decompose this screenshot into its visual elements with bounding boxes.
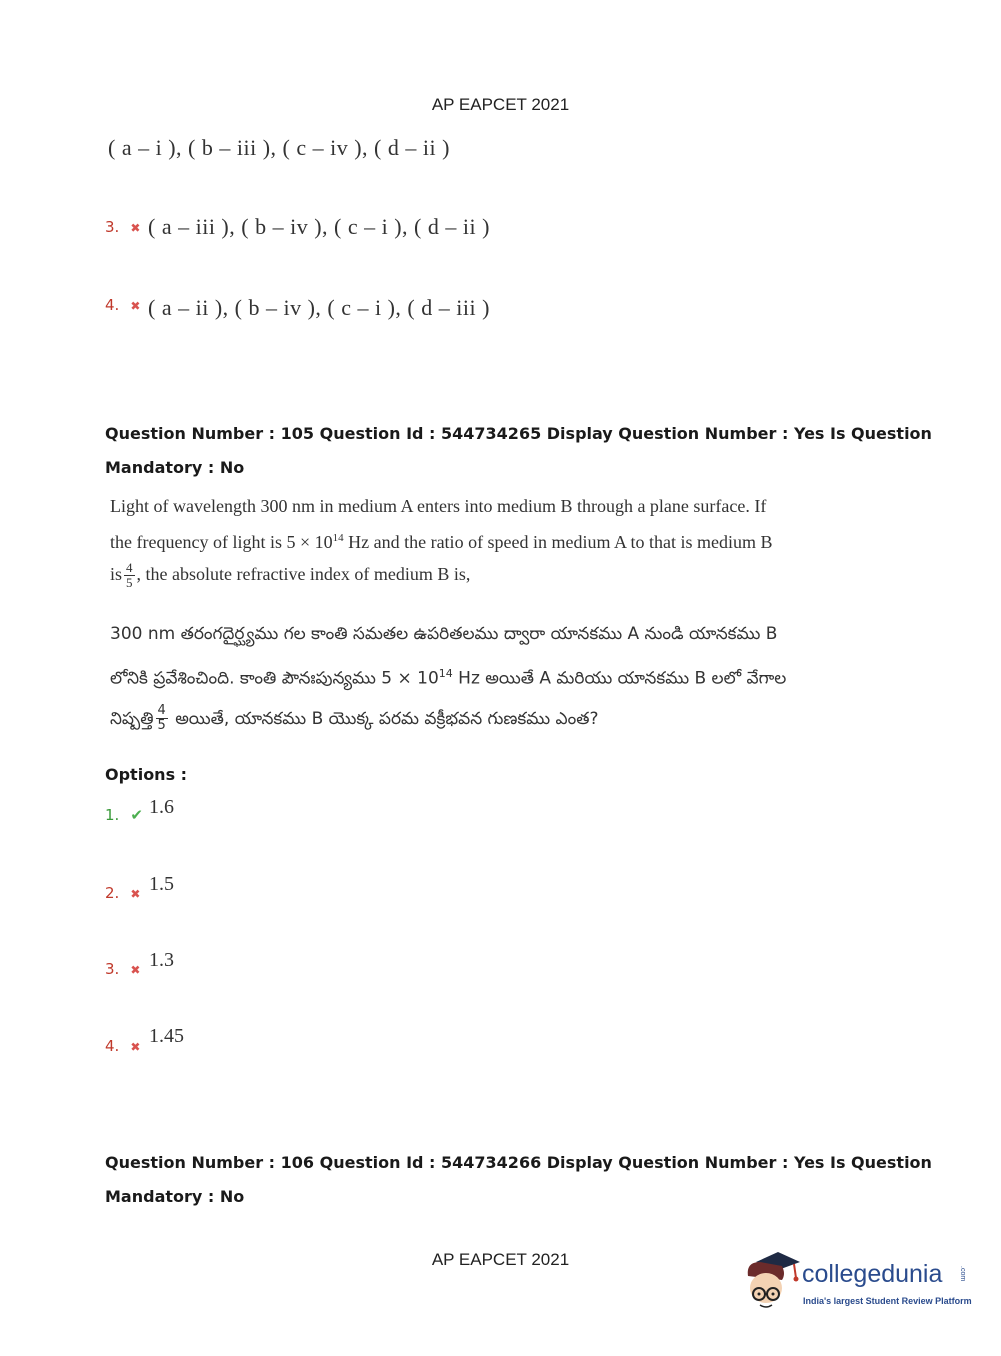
option-text: ( a – iii ), ( b – iv ), ( c – i ), ( d – ii ) <box>148 214 490 239</box>
telugu-line-3: నిష్పత్తి $\frac{4}{5}$ అయితే, యానకము B యొక్క పరమ వక్రీభవన గుణకము ఎంత? <box>110 703 599 734</box>
fraction: $\frac{4}{5}$ <box>157 703 166 734</box>
option-number: 2. <box>105 884 120 902</box>
cross-icon: ✖ <box>130 963 141 977</box>
prev-option-3 <box>105 217 140 236</box>
option-4 <box>105 1036 140 1055</box>
cross-icon: ✖ <box>130 887 141 901</box>
options-label: Options : <box>105 765 188 784</box>
option-number: 1. <box>105 806 120 824</box>
question-meta-line2: Mandatory : No <box>105 1187 245 1206</box>
telugu-line-1: 300 nm తరంగదైర్ఘ్యము గల కాంతి సమతల ఉపరితలము ద్వారా యానకము A నుండి యానకము B <box>110 624 778 644</box>
fraction: $\frac{4}{5}$ <box>126 560 133 591</box>
english-line-2: the frequency of light is $5 \times 10^{14}$ Hz and the ratio of speed in medium A to that is medium B <box>110 532 773 552</box>
page-header: AP EAPCET 2021 <box>431 95 570 114</box>
option-1 <box>105 805 143 824</box>
cross-icon: ✖ <box>130 1040 141 1054</box>
english-line-3: is $\frac{4}{5}$ , the absolute refractive index of medium B is, <box>110 560 471 591</box>
prev-option-4 <box>105 295 140 314</box>
continued-option-text: ( a – i ), ( b – iii ), ( c – iv ), ( d – ii ) <box>108 135 450 160</box>
question-telugu <box>110 614 910 739</box>
option-text: 1.3 <box>149 949 174 971</box>
question-meta-line1: Question Number : 105 Question Id : 544734265 Display Question Number : Yes Is Question <box>105 424 932 443</box>
option-number: 3. <box>105 218 120 236</box>
cross-icon: ✖ <box>130 299 141 313</box>
question-english <box>110 490 870 590</box>
option-number: 4. <box>105 296 120 314</box>
cross-icon: ✖ <box>130 221 141 235</box>
page-footer: AP EAPCET 2021 <box>431 1250 570 1269</box>
option-text: 1.5 <box>149 873 174 895</box>
option-number: 4. <box>105 1037 120 1055</box>
telugu-line-2: లోనికి ప్రవేశించింది. కాంతి పౌనఃపున్యము $5 \times 10^{14}$ Hz అయితే A మరియు యానకము B లలో వేగాల <box>110 667 787 689</box>
question-meta-line1: Question Number : 106 Question Id : 544734266 Display Question Number : Yes Is Question <box>105 1153 932 1172</box>
collegedunia-logo[interactable] <box>742 1250 972 1316</box>
english-line-1: Light of wavelength 300 nm in medium A enters into medium B through a plane surface. If <box>110 496 767 516</box>
option-text: ( a – ii ), ( b – iv ), ( c – i ), ( d – iii ) <box>148 295 490 320</box>
check-icon: ✔ <box>130 806 143 824</box>
option-2 <box>105 883 140 902</box>
logo-suffix: .com <box>959 1266 966 1282</box>
option-text: 1.45 <box>149 1025 184 1047</box>
logo-wordmark: collegedunia <box>802 1260 943 1288</box>
option-number: 3. <box>105 960 120 978</box>
question-meta-line2: Mandatory : No <box>105 458 245 477</box>
option-text: 1.6 <box>149 796 174 818</box>
option-3 <box>105 959 140 978</box>
logo-tagline: India's largest Student Review Platform <box>803 1296 972 1306</box>
mascot-icon <box>742 1250 802 1316</box>
